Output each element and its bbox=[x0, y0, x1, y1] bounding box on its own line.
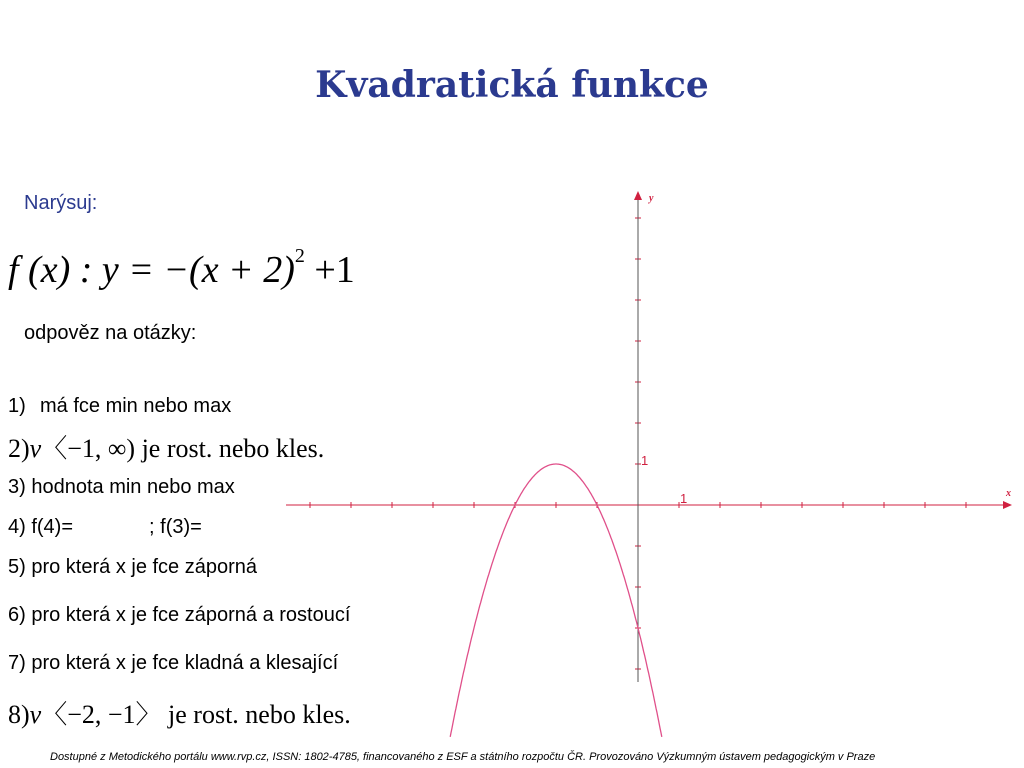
question-4 bbox=[8, 516, 202, 539]
x-unit-label: 1 bbox=[680, 491, 688, 506]
question-4-part-b: ; f(3)= bbox=[149, 516, 202, 538]
parabola-graph bbox=[280, 185, 1020, 740]
formula-rhs: +1 bbox=[304, 249, 355, 291]
x-axis-arrow bbox=[1003, 501, 1012, 509]
question-2-rest: 〈−1, ∞) je rost. nebo kles. bbox=[41, 434, 325, 463]
draw-prompt: Narýsuj: bbox=[24, 192, 98, 214]
question-2-prefix: 2) bbox=[8, 434, 30, 463]
formula-exponent: 2 bbox=[294, 245, 305, 268]
question-4-part-a: 4) f(4)= bbox=[8, 516, 74, 538]
slide-title: Kvadratická funkce bbox=[315, 64, 709, 106]
y-axis-label: y bbox=[649, 193, 654, 204]
question-2-var: v bbox=[29, 434, 42, 463]
question-6: 6) pro která x je fce záporná a rostoucí bbox=[8, 604, 351, 626]
question-1-number: 1) bbox=[8, 395, 26, 417]
x-axis-label: x bbox=[1006, 488, 1011, 499]
question-3: 3) hodnota min nebo max bbox=[8, 476, 235, 498]
answer-prompt: odpověz na otázky: bbox=[24, 322, 197, 344]
question-8-rest: 〈−2, −1〉 je rost. nebo kles. bbox=[41, 700, 351, 729]
question-8-var: v bbox=[29, 700, 42, 729]
y-axis-arrow bbox=[634, 191, 642, 200]
footer-source: Dostupné z Metodického portálu www.rvp.cz, ISSN: 1802-4785, financovaného z ESF a státního rozpočtu ČR. Provozováno Výzkumným ústavem pedagogickým v Praze bbox=[50, 751, 876, 763]
formula-lhs: f (x) : y = −(x + 2) bbox=[8, 249, 295, 291]
question-1-text: má fce min nebo max bbox=[40, 395, 232, 417]
question-5: 5) pro která x je fce záporná bbox=[8, 556, 258, 578]
question-7: 7) pro která x je fce kladná a klesající bbox=[8, 652, 339, 674]
y-unit-label: 1 bbox=[641, 453, 649, 468]
question-1 bbox=[8, 395, 231, 418]
question-2 bbox=[8, 428, 324, 465]
question-8-prefix: 8) bbox=[8, 700, 30, 729]
